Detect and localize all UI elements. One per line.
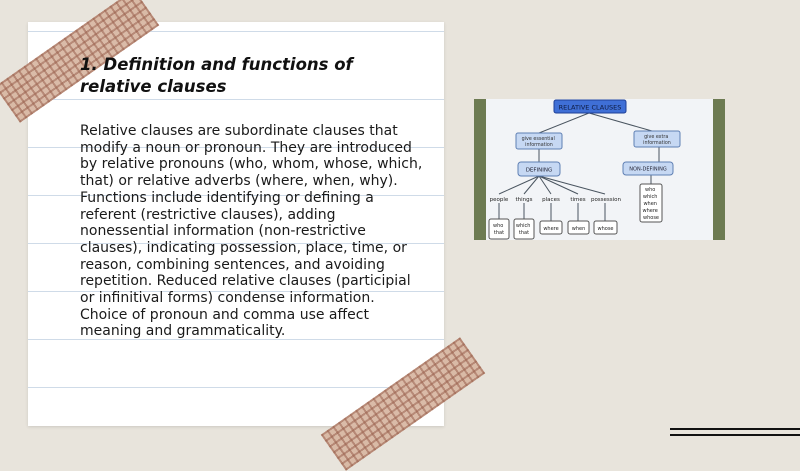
extra-info-line-2: information	[643, 141, 671, 146]
leaf-label-places: where	[543, 226, 559, 232]
nd-pronoun-when: when	[643, 201, 657, 207]
non-defining-label: NON-DEFINING	[629, 166, 667, 173]
nd-pronoun-whose: whose	[643, 215, 659, 221]
nd-pronoun-where: where	[642, 208, 658, 214]
non-defining-pronouns	[643, 187, 660, 221]
essential-info-line-1: give essential	[521, 137, 555, 142]
decorative-line	[670, 428, 800, 430]
defining-label: DEFINING	[525, 167, 553, 174]
root-node-label: RELATIVE CLAUSES	[558, 103, 622, 112]
leaf-things-line-2: that	[518, 230, 530, 236]
slide-title: 1. Definition and functions of relative clauses	[80, 55, 353, 96]
category-places: places	[542, 197, 560, 203]
leaf-label-possession: whose	[597, 226, 614, 232]
leaf-people-line-1: who	[493, 223, 504, 229]
nd-pronoun-who: who	[645, 187, 656, 193]
board-frame-left	[474, 99, 486, 240]
category-times: times	[570, 197, 586, 203]
decorative-lines	[670, 428, 800, 448]
category-people: people	[489, 197, 509, 203]
decorative-line	[670, 434, 800, 436]
nd-pronoun-which: which	[642, 194, 658, 200]
leaf-node-things	[514, 219, 534, 239]
leaf-label-people	[493, 223, 505, 236]
relative-clauses-diagram	[474, 99, 725, 240]
category-possession: possession	[590, 197, 622, 203]
slide-body-text: Relative clauses are subordinate clauses that modify a noun or pronoun. They are introduced by relative pronouns (who, whom, whose, which, that) or relative adverbs (where, when, why). Functions include identifying or defining a referent (restrictive clauses), adding nonessential information (non-restrictive clauses), indicating possession, place, time, or reason, combining sentences, and avoiding repetition. Reduced relative clauses (participial or infinitival forms) condense information. Choice of pronoun and comma use affect meaning and grammaticality.	[80, 123, 423, 340]
extra-info-line-1: give extra	[644, 135, 669, 140]
leaf-node-people	[489, 219, 509, 239]
leaf-label-times: when	[571, 226, 586, 232]
leaf-people-line-2: that	[493, 230, 505, 236]
category-things: things	[515, 197, 533, 203]
board-frame-right	[713, 99, 725, 240]
essential-info-line-2: information	[525, 143, 553, 148]
leaf-things-line-1: which	[515, 223, 531, 229]
